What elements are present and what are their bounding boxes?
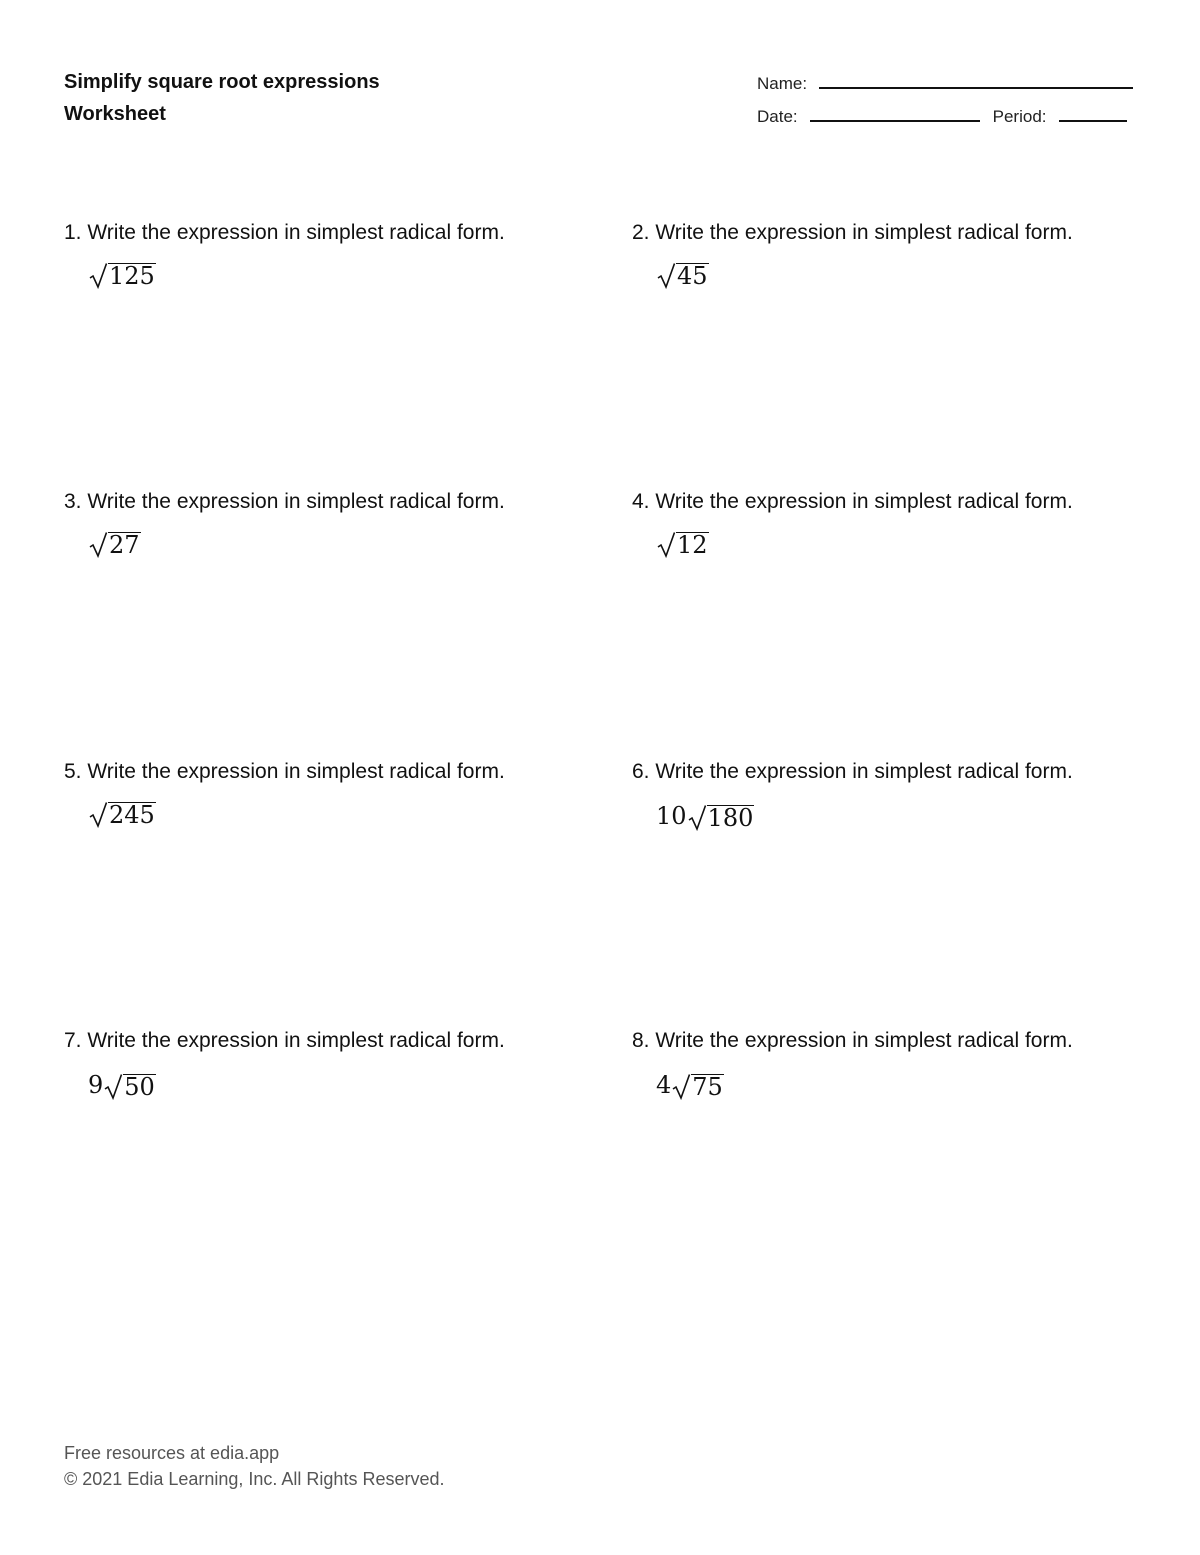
worksheet-title xyxy=(64,66,380,130)
radical-sign-icon xyxy=(688,804,707,831)
square-root xyxy=(89,262,156,289)
radicand: 12 xyxy=(677,531,708,559)
radical-sign-icon xyxy=(657,262,676,289)
coefficient: 4 xyxy=(656,1071,672,1099)
radical-expression xyxy=(88,262,604,289)
radicand: 45 xyxy=(677,262,708,290)
radicand: 125 xyxy=(109,262,155,290)
problem-8 xyxy=(632,1028,1172,1100)
problem-3 xyxy=(64,489,604,558)
radicand: 50 xyxy=(124,1073,155,1101)
radical-expression xyxy=(656,1070,1172,1100)
radicand: 27 xyxy=(109,531,140,559)
square-root xyxy=(672,1073,724,1100)
date-period-row xyxy=(757,107,1127,127)
radical-sign-icon xyxy=(104,1073,123,1100)
square-root xyxy=(104,1073,156,1100)
square-root xyxy=(657,262,709,289)
radical-sign-icon xyxy=(657,531,676,558)
square-root xyxy=(657,531,709,558)
square-root xyxy=(89,801,156,828)
radical-sign-icon xyxy=(672,1073,691,1100)
name-label: Name: xyxy=(757,74,808,93)
name-row xyxy=(757,74,1133,94)
radical-expression xyxy=(88,1070,604,1100)
radical-expression xyxy=(656,801,1172,831)
period-label: Period: xyxy=(992,107,1047,126)
footer-resources-link[interactable]: Free resources at edia.app xyxy=(64,1443,280,1463)
radical-sign-icon xyxy=(89,531,108,558)
radical-expression xyxy=(88,531,604,558)
problem-prompt: 6. Write the expression in simplest radical form. xyxy=(632,760,1073,783)
problem-prompt: 1. Write the expression in simplest radical form. xyxy=(64,221,505,244)
name-blank-line[interactable] xyxy=(819,87,1133,89)
radical-sign-icon xyxy=(89,262,108,289)
problem-prompt: 3. Write the expression in simplest radical form. xyxy=(64,490,505,513)
radical-expression xyxy=(656,262,1172,289)
problem-7 xyxy=(64,1028,604,1100)
problem-prompt: 5. Write the expression in simplest radical form. xyxy=(64,760,505,783)
date-blank-line[interactable] xyxy=(810,120,980,122)
coefficient: 10 xyxy=(656,802,687,830)
radicand: 180 xyxy=(707,804,754,832)
period-blank-line[interactable] xyxy=(1059,120,1127,122)
coefficient: 9 xyxy=(88,1071,104,1099)
problem-prompt: 8. Write the expression in simplest radical form. xyxy=(632,1029,1073,1052)
problem-4 xyxy=(632,489,1172,558)
problem-6 xyxy=(632,759,1172,831)
title-line-2: Worksheet xyxy=(64,103,166,125)
problem-5 xyxy=(64,759,604,828)
problem-1 xyxy=(64,220,604,289)
radical-expression xyxy=(88,801,604,828)
title-line-1: Simplify square root expressions xyxy=(64,71,380,93)
radical-expression xyxy=(656,531,1172,558)
footer xyxy=(64,1440,444,1492)
square-root xyxy=(688,804,755,831)
date-label: Date: xyxy=(757,107,798,126)
square-root xyxy=(89,531,141,558)
problem-prompt: 2. Write the expression in simplest radical form. xyxy=(632,221,1073,244)
footer-copyright: © 2021 Edia Learning, Inc. All Rights Reserved. xyxy=(64,1469,445,1489)
radicand: 75 xyxy=(692,1073,723,1101)
radicand: 245 xyxy=(109,801,155,829)
problem-prompt: 4. Write the expression in simplest radical form. xyxy=(632,490,1073,513)
problem-prompt: 7. Write the expression in simplest radical form. xyxy=(64,1029,505,1052)
problem-2 xyxy=(632,220,1172,289)
radical-sign-icon xyxy=(89,801,108,828)
